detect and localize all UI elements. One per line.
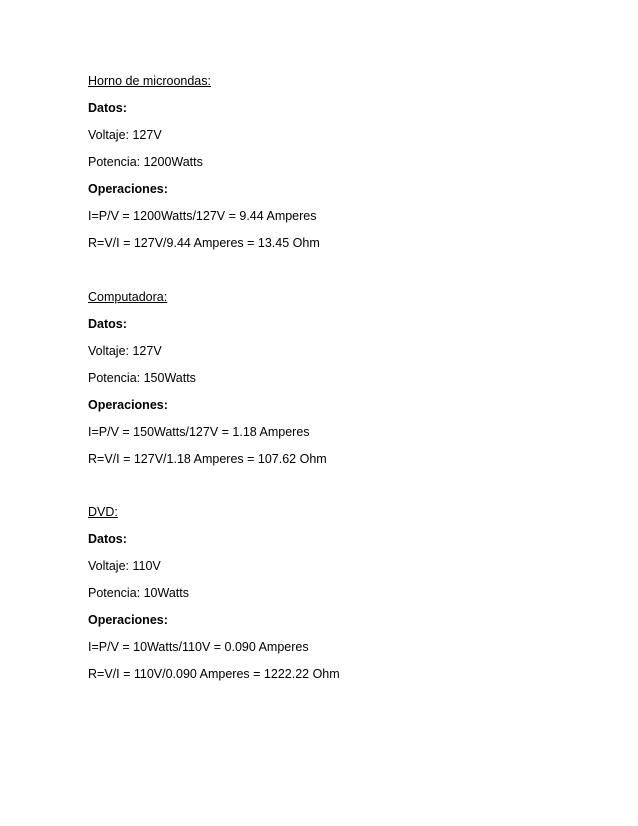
operaciones-label: Operaciones: — [88, 398, 168, 412]
voltaje-line: Voltaje: 127V — [88, 128, 162, 142]
resistencia-formula: R=V/I = 127V/1.18 Amperes = 107.62 Ohm — [88, 452, 327, 466]
resistencia-formula: R=V/I = 110V/0.090 Amperes = 1222.22 Ohm — [88, 667, 340, 681]
section-heading: Horno de microondas: — [88, 74, 211, 88]
operaciones-label: Operaciones: — [88, 182, 168, 196]
resistencia-formula: R=V/I = 127V/9.44 Amperes = 13.45 Ohm — [88, 236, 320, 250]
potencia-line: Potencia: 150Watts — [88, 371, 196, 385]
corriente-formula: I=P/V = 10Watts/110V = 0.090 Amperes — [88, 640, 309, 654]
corriente-formula: I=P/V = 150Watts/127V = 1.18 Amperes — [88, 425, 310, 439]
datos-label: Datos: — [88, 101, 127, 115]
potencia-line: Potencia: 10Watts — [88, 586, 189, 600]
datos-label: Datos: — [88, 317, 127, 331]
voltaje-line: Voltaje: 127V — [88, 344, 162, 358]
voltaje-line: Voltaje: 110V — [88, 559, 161, 573]
corriente-formula: I=P/V = 1200Watts/127V = 9.44 Amperes — [88, 209, 317, 223]
section-heading: Computadora: — [88, 290, 168, 304]
operaciones-label: Operaciones: — [88, 613, 168, 627]
section-heading: DVD: — [88, 505, 118, 519]
datos-label: Datos: — [88, 532, 127, 546]
potencia-line: Potencia: 1200Watts — [88, 155, 203, 169]
